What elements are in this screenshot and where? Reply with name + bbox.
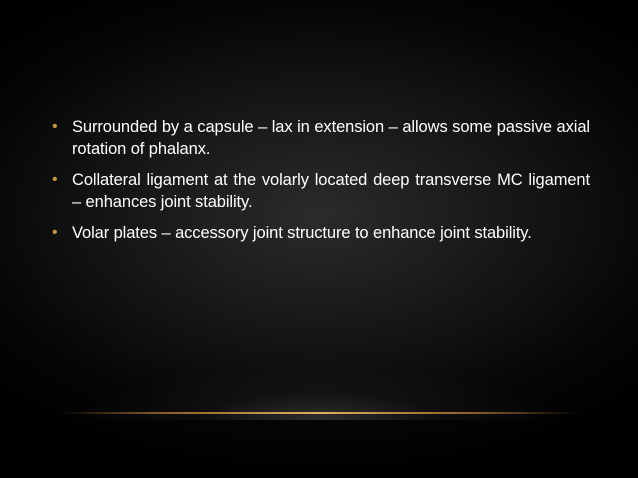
gold-divider-line — [60, 412, 578, 414]
bullet-item-collateral-ligament — [50, 169, 590, 213]
bullet-icon: • — [52, 118, 58, 135]
bullet-item-capsule — [50, 116, 590, 160]
bullet-text: Volar plates – accessory joint structure to enhance joint stability. — [72, 224, 532, 242]
bullet-icon: • — [52, 171, 58, 188]
floor-glow — [0, 330, 638, 420]
bullet-list — [50, 116, 590, 244]
bullet-text: Surrounded by a capsule – lax in extension – allows some passive axial rotation of phalanx. — [72, 118, 590, 158]
bullet-icon: • — [52, 224, 58, 241]
bullet-text: Collateral ligament at the volarly located deep transverse MC ligament – enhances joint stability. — [72, 171, 590, 211]
slide-content — [50, 116, 590, 253]
bullet-item-volar-plates — [50, 222, 590, 244]
